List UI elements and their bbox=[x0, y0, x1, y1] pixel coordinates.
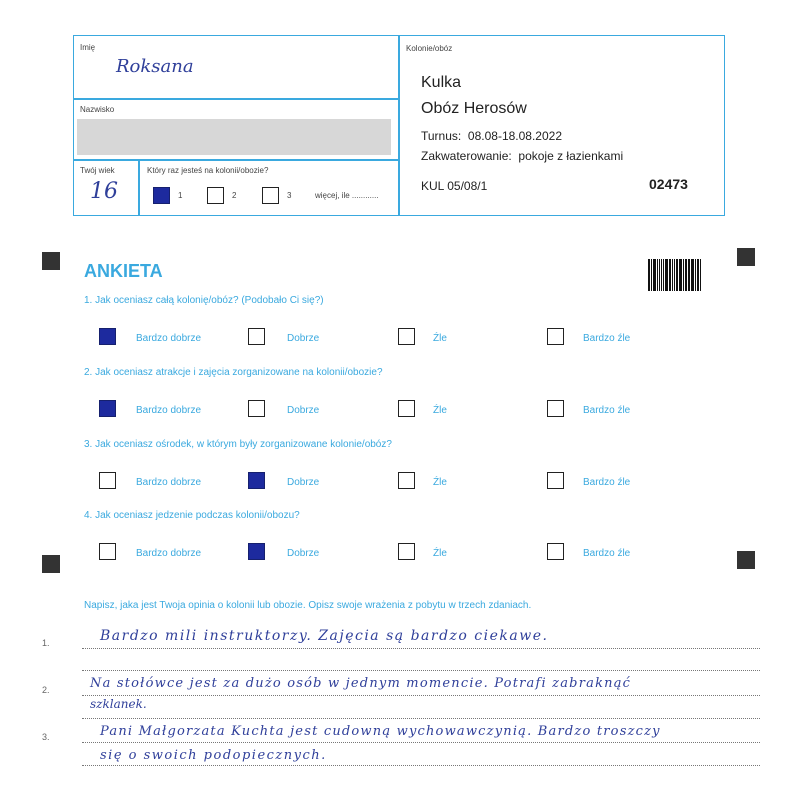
writing-line bbox=[82, 765, 760, 766]
camp-code: KUL 05/08/1 bbox=[421, 179, 488, 193]
answer-checkbox[interactable] bbox=[398, 543, 415, 560]
barcode-stripe bbox=[695, 259, 696, 291]
divider bbox=[74, 98, 399, 100]
writing-line bbox=[82, 742, 760, 743]
turnus-value: 08.08-18.08.2022 bbox=[467, 129, 563, 143]
barcode-stripe bbox=[653, 259, 656, 291]
age-label: Twój wiek bbox=[80, 166, 115, 175]
writing-line bbox=[82, 670, 760, 671]
accommodation-label: Zakwaterowanie: bbox=[421, 149, 512, 163]
answer-checkbox[interactable] bbox=[99, 472, 116, 489]
answer-label: Źle bbox=[433, 333, 447, 344]
times-checkbox-1[interactable] bbox=[153, 187, 170, 204]
answer-checkbox[interactable] bbox=[248, 328, 265, 345]
opinion-line-2b[interactable]: szklanek. bbox=[90, 697, 147, 711]
barcode-stripe bbox=[689, 259, 690, 291]
registration-marker bbox=[737, 551, 755, 569]
barcode-stripe bbox=[679, 259, 682, 291]
answer-label: Bardzo dobrze bbox=[136, 333, 202, 344]
answer-checkbox[interactable] bbox=[547, 472, 564, 489]
question-text: 1. Jak oceniasz całą kolonię/obóz? (Podobało Ci się?) bbox=[84, 295, 324, 306]
barcode-stripe bbox=[661, 259, 663, 291]
barcode-stripe bbox=[691, 259, 694, 291]
times-option-1: 1 bbox=[178, 191, 183, 200]
answer-label: Źle bbox=[433, 548, 447, 559]
answer-checkbox[interactable] bbox=[99, 543, 116, 560]
opinion-line-2[interactable]: Na stołówce jest za dużo osób w jednym momencie. Potrafi zabraknąć bbox=[90, 676, 632, 691]
opinion-line-3[interactable]: Pani Małgorzata Kuchta jest cudowną wychowawczynią. Bardzo troszczy bbox=[100, 724, 661, 739]
first-name-label: Imię bbox=[80, 43, 96, 52]
barcode-stripe bbox=[676, 259, 678, 291]
barcode-stripe bbox=[669, 259, 671, 291]
line-number: 1. bbox=[42, 638, 50, 648]
barcode-stripe bbox=[688, 259, 689, 291]
answer-checkbox[interactable] bbox=[248, 472, 265, 489]
header-form bbox=[73, 35, 725, 216]
first-name-value[interactable]: Roksana bbox=[116, 56, 194, 77]
times-option-3: 3 bbox=[287, 191, 292, 200]
barcode-stripe bbox=[700, 259, 701, 291]
answer-label: Dobrze bbox=[287, 405, 320, 416]
answer-checkbox[interactable] bbox=[398, 472, 415, 489]
divider bbox=[138, 159, 140, 216]
survey-title: ANKIETA bbox=[84, 261, 163, 281]
answer-label: Dobrze bbox=[287, 477, 320, 488]
answer-checkbox[interactable] bbox=[547, 328, 564, 345]
answer-checkbox[interactable] bbox=[398, 400, 415, 417]
answer-label: Źle bbox=[433, 477, 447, 488]
barcode-stripe bbox=[651, 259, 652, 291]
answer-label: Bardzo źle bbox=[583, 405, 631, 416]
question-text: 3. Jak oceniasz ośrodek, w którym były zorganizowane kolonie/obóz? bbox=[84, 439, 392, 450]
writing-line bbox=[82, 648, 760, 649]
times-label: Który raz jesteś na kolonii/obozie? bbox=[147, 166, 269, 175]
age-value[interactable]: 16 bbox=[90, 179, 118, 204]
camp-label: Kolonie/obóz bbox=[406, 44, 453, 53]
question-text: 2. Jak oceniasz atrakcje i zajęcia zorganizowane na kolonii/obozie? bbox=[84, 367, 383, 378]
answer-checkbox[interactable] bbox=[248, 543, 265, 560]
accommodation-row bbox=[421, 149, 623, 163]
divider bbox=[398, 36, 400, 216]
answer-label: Bardzo dobrze bbox=[136, 405, 202, 416]
turnus-row bbox=[421, 129, 562, 143]
registration-marker bbox=[42, 555, 60, 573]
answer-checkbox[interactable] bbox=[99, 400, 116, 417]
times-more-label: więcej, ile ............ bbox=[315, 191, 379, 200]
answer-checkbox[interactable] bbox=[547, 543, 564, 560]
times-checkbox-3[interactable] bbox=[262, 187, 279, 204]
barcode-stripe bbox=[672, 259, 673, 291]
times-option-2: 2 bbox=[232, 191, 237, 200]
answer-checkbox[interactable] bbox=[398, 328, 415, 345]
registration-marker bbox=[42, 252, 60, 270]
answer-checkbox[interactable] bbox=[248, 400, 265, 417]
opinion-prompt: Napisz, jaka jest Twoja opinia o kolonii lub obozie. Opisz swoje wrażenia z pobytu w trzech zdaniach. bbox=[84, 600, 532, 611]
registration-marker bbox=[737, 248, 755, 266]
turnus-label: Turnus: bbox=[421, 129, 462, 143]
barcode-stripe bbox=[659, 259, 660, 291]
last-name-redacted bbox=[77, 119, 391, 155]
line-number: 2. bbox=[42, 685, 50, 695]
line-number: 3. bbox=[42, 732, 50, 742]
barcode-stripe bbox=[657, 259, 658, 291]
answer-label: Bardzo dobrze bbox=[136, 548, 202, 559]
barcode-icon bbox=[648, 259, 702, 291]
answer-label: Bardzo źle bbox=[583, 477, 631, 488]
answer-checkbox[interactable] bbox=[99, 328, 116, 345]
barcode-stripe bbox=[648, 259, 650, 291]
answer-label: Bardzo źle bbox=[583, 548, 631, 559]
opinion-line-1[interactable]: Bardzo mili instruktorzy. Zajęcia są bardzo ciekawe. bbox=[100, 628, 549, 644]
barcode-stripe bbox=[683, 259, 684, 291]
barcode-stripe bbox=[663, 259, 664, 291]
camp-name-1: Kulka bbox=[421, 74, 462, 91]
writing-line bbox=[82, 695, 760, 696]
times-checkbox-2[interactable] bbox=[207, 187, 224, 204]
last-name-label: Nazwisko bbox=[80, 105, 115, 114]
barcode-stripe bbox=[697, 259, 699, 291]
answer-label: Dobrze bbox=[287, 548, 320, 559]
barcode-stripe bbox=[665, 259, 668, 291]
writing-line bbox=[82, 718, 760, 719]
opinion-line-3b[interactable]: się o swoich podopiecznych. bbox=[100, 748, 327, 763]
answer-label: Bardzo źle bbox=[583, 333, 631, 344]
divider bbox=[74, 159, 399, 161]
answer-label: Bardzo dobrze bbox=[136, 477, 202, 488]
answer-label: Dobrze bbox=[287, 333, 320, 344]
answer-checkbox[interactable] bbox=[547, 400, 564, 417]
barcode-stripe bbox=[674, 259, 675, 291]
answer-label: Źle bbox=[433, 405, 447, 416]
form-number: 02473 bbox=[649, 176, 688, 192]
question-text: 4. Jak oceniasz jedzenie podczas kolonii/obozu? bbox=[84, 510, 300, 521]
accommodation-value: pokoje z łazienkami bbox=[518, 149, 624, 163]
camp-name-2: Obóz Herosów bbox=[421, 100, 527, 117]
barcode-stripe bbox=[685, 259, 687, 291]
